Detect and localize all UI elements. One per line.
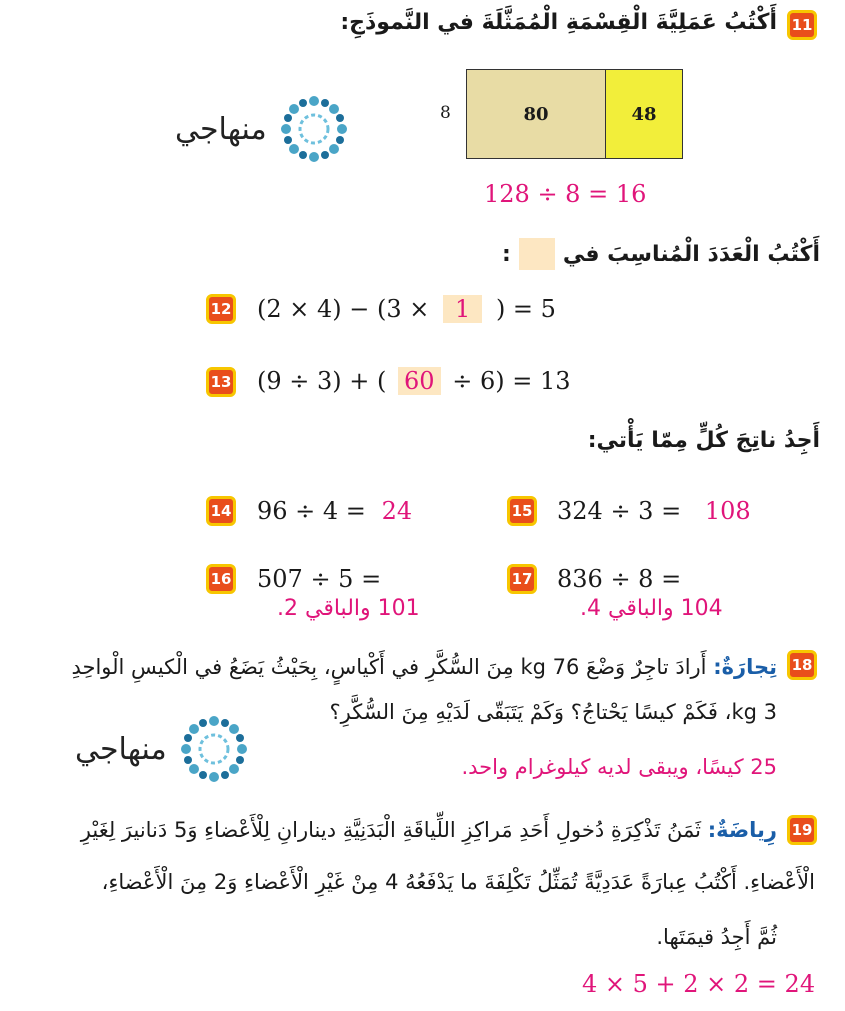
question-number-badge: 13 xyxy=(206,367,236,397)
answer-11: 128 ÷ 8 = 16 xyxy=(484,180,647,208)
question-19-label: رِياضَةٌ: xyxy=(707,818,777,842)
logo-icon xyxy=(275,90,353,168)
expr-right: ÷ 6) = 13 xyxy=(452,367,571,395)
logo xyxy=(175,90,353,168)
blank-box-sample xyxy=(519,238,555,270)
question-number-badge: 16 xyxy=(206,564,236,594)
area-model xyxy=(466,69,683,159)
question-13-expression xyxy=(257,367,570,395)
question-number-badge: 17 xyxy=(507,564,537,594)
question-12-expression xyxy=(257,295,556,323)
model-side-label: 8 xyxy=(440,103,451,123)
question-15-expression xyxy=(557,497,751,525)
area-model-part-2: 48 xyxy=(606,70,682,158)
answer-15: 108 xyxy=(704,497,751,525)
question-18-line-2: 3 kg، فَكَمْ كيسًا يَحْتاجُ؟ وَكَمْ يَتَبَقّى لَدَيْهِ مِنَ السُّكَّرِ؟ xyxy=(329,700,777,724)
expr: 96 ÷ 4 = xyxy=(257,497,366,525)
question-17-expression: 836 ÷ 8 = xyxy=(557,565,682,593)
find-result-heading: أَجِدُ ناتِجَ كُلٍّ مِمّا يَأْتي: xyxy=(587,428,820,453)
answer-17: 104 والباقي 4. xyxy=(580,596,723,621)
question-11-text: أَكْتُبُ عَمَلِيَّةَ الْقِسْمَةِ الْمُمَثَّلَةَ في النَّموذَجِ: xyxy=(340,10,777,35)
answer-18: 25 كيسًا، ويبقى لديه كيلوغرام واحد. xyxy=(461,755,777,779)
question-19-line-2: الْأَعْضاءِ. أَكْتُبُ عِبارَةً عَدَدِيَّةً تُمَثِّلُ تَكْلِفَةَ ما يَدْفَعُهُ 4 مِنْ غَيْرِ الْأَعْضاءِ وَ2 مِنَ الْأَعْضاءِ، xyxy=(101,870,815,894)
question-number-badge: 19 xyxy=(787,815,817,845)
logo-text: منهاجي xyxy=(75,731,167,767)
answer-14: 24 xyxy=(381,497,413,525)
answer-16: 101 والباقي 2. xyxy=(277,596,420,621)
expr: 324 ÷ 3 = xyxy=(557,497,682,525)
answer-blank: 60 xyxy=(398,367,441,395)
question-18-line-1 xyxy=(17,645,777,689)
area-model-part-1: 80 xyxy=(467,70,606,158)
expr-left: (2 × 4) − (3 × xyxy=(257,295,430,323)
question-number-badge: 15 xyxy=(507,496,537,526)
question-14-expression xyxy=(257,497,412,525)
question-number-badge: 14 xyxy=(206,496,236,526)
question-number-badge: 11 xyxy=(787,10,817,40)
expr-right: ) = 5 xyxy=(495,295,556,323)
question-19-text-1: ثَمَنُ تَذْكِرَةِ دُخولِ أَحَدِ مَراكِزِ اللِّياقَةِ الْبَدَنِيَّةِ دينارانِ لِلْأَعْضاءِ وَ5 دَنانيرَ لِغَيْرِ xyxy=(80,818,702,842)
question-18-text-1: أَرادَ تاجِرٌ وَضْعَ 76 kg مِنَ السُّكَّرِ في أَكْياسٍ، بِحَيْثُ يَضَعُ في الْكيسِ الْواحِدِ xyxy=(71,655,707,679)
question-19-line-3: ثُمَّ أَجِدُ قيمَتَها. xyxy=(656,925,777,949)
fill-blank-heading xyxy=(420,238,820,270)
answer-blank: 1 xyxy=(443,295,482,323)
answer-19: 4 × 5 + 2 × 2 = 24 xyxy=(582,970,816,998)
question-18-label: تِجارَةٌ: xyxy=(713,655,777,679)
fill-blank-heading-text: أَكْتُبُ الْعَدَدَ الْمُناسِبَ في xyxy=(562,241,820,267)
question-16-expression: 507 ÷ 5 = xyxy=(257,565,382,593)
question-number-badge: 18 xyxy=(787,650,817,680)
question-19-line-1 xyxy=(17,808,777,852)
question-number-badge: 12 xyxy=(206,294,236,324)
fill-blank-heading-colon: : xyxy=(502,241,511,267)
expr-left: (9 ÷ 3) + ( xyxy=(257,367,387,395)
logo-text: منهاجي xyxy=(175,111,267,147)
